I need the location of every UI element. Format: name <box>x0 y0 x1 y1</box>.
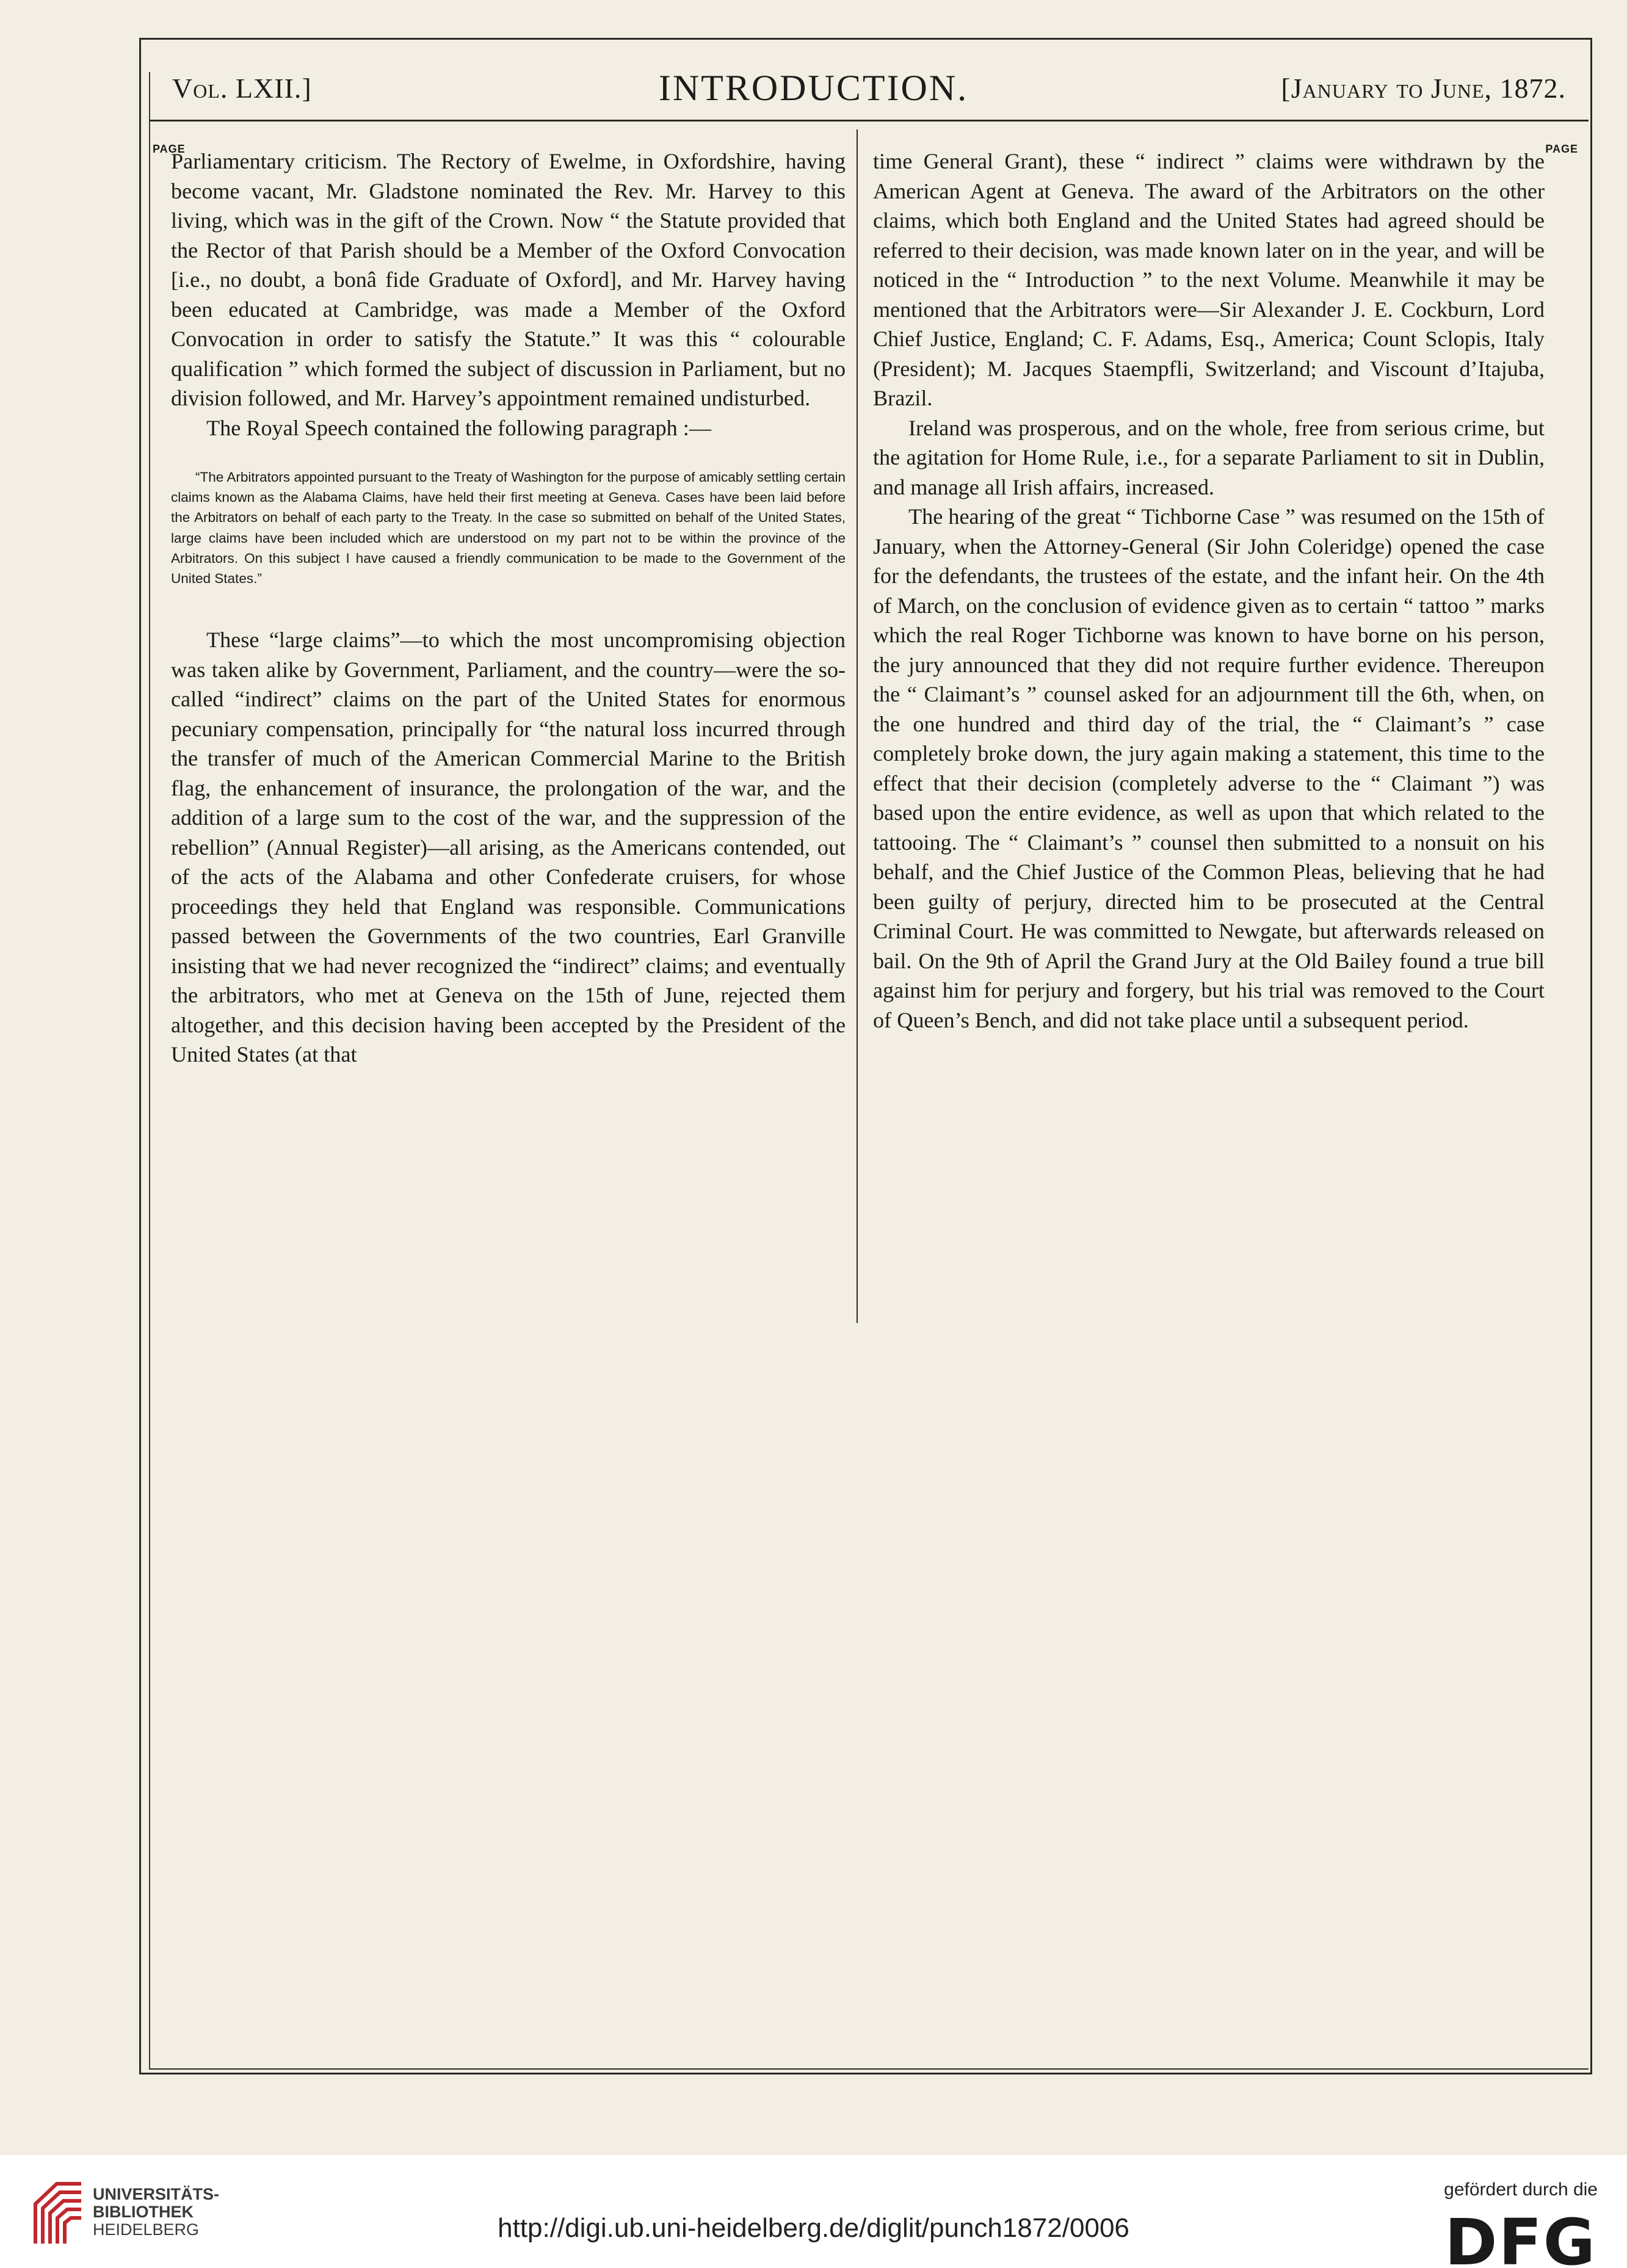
paragraph: The hearing of the great “ Tichborne Case ” was resumed on the 15th of January, when the Attorney-General (Sir John Coleridge) opened the case for the defendants, the trustees of the estate, and the infant heir. On the 4th of March, on the conclusion of evidence given as to certain “ tattoo ” marks which the real Roger Tichborne was known to have borne on his person, the jury announced that they did not require further evidence. Thereupon the “ Claimant’s ” counsel asked for an adjournment till the 6th, when, on the one hundred and third day of the trial, the “ Claimant’s ” case completely broke down, the jury again making a statement, this time to the effect that their decision (completely adverse to the “ Claimant ”) was based upon the entire evidence, as well as upon that which related to the tattooing. The “ Claimant’s ” counsel then submitted to a nonsuit on his behalf, and the Chief Justice of the Common Pleas, believing that he had been guilty of perjury, directed him to be prosecuted at the Central Criminal Court. He was committed to Newgate, but afterwards released on bail. On the 9th of April the Grand Jury at the Old Bailey found a true bill against him for perjury and forgery, but his trial was removed to the Court of Queen’s Bench, and did not take place until a subsequent period. <box>873 504 1545 1032</box>
royal-speech-quote: “The Arbitrators appointed pursuant to the Treaty of Washington for the purpose of amicably settling certain claims known as the Alabama Claims, have held their first meeting at Geneva. Cases have been laid before the Arbitrators on behalf of each party to the Treaty. In the case so submitted on behalf of the United States, large claims have been included which are understood on my part not to be within the province of the Arbitrators. On this subject I have caused a friendly communication to be made to the Government of the United States.” <box>171 469 846 587</box>
volume-label: Vol. LXII.] <box>172 73 312 104</box>
page-title: INTRODUCTION. <box>658 68 969 108</box>
paragraph: The Royal Speech contained the following paragraph :— <box>206 415 712 440</box>
library-name-line: BIBLIOTHEK <box>93 2203 194 2221</box>
paragraph: time General Grant), these “ indirect ” claims were withdrawn by the American Agent at Geneva. The award of the Arbitrators on the other claims, which both England and the United States had agreed should be referred to their decision, was made known later on in the year, and will be noticed in the “ Introduction ” to the next Volume. Meanwhile it may be mentioned that the Arbitrators were—Sir Alexander J. E. Cockburn, Lord Chief Justice, England; C. F. Adams, Esq., America; Count Sclopis, Italy (President); M. Jacques Staempfli, Switzerland; and Viscount d’Itajuba, Brazil. <box>873 149 1545 410</box>
page-marker-left: PAGE <box>153 143 186 155</box>
period-label: [January to June, 1872. <box>1281 73 1566 104</box>
footer-bar <box>0 2155 1627 2268</box>
paragraph: Ireland was prosperous, and on the whole, free from serious crime, but the agitation for Home Rule, i.e., for a separate Parliament to sit in Dublin, and manage all Irish affairs, increased. <box>873 415 1545 499</box>
page-marker-right: PAGE <box>1545 143 1578 155</box>
permalink-url[interactable]: http://digi.ub.uni-heidelberg.de/diglit/punch1872/0006 <box>498 2213 1129 2243</box>
left-column <box>171 147 846 1070</box>
dfg-logo-icon[interactable]: DFG <box>1444 2205 1596 2268</box>
paragraph: Parliamentary criticism. The Rectory of Ewelme, in Oxfordshire, having become vacant, Mr. Gladstone nominated the Rev. Mr. Harvey to this living, which was in the gift of the Crown. Now “ the Statute provided that the Rector of that Parish should be a Member of the Oxford Convocation [i.e., no doubt, a bonâ fide Graduate of Oxford], and Mr. Harvey having been educated at Cambridge, was made a Member of the Oxford Convocation in order to satisfy the Statute.” It was this “ colourable qualification ” which formed the subject of discussion in Parliament, but no division followed, and Mr. Harvey’s appointment remained undisturbed. <box>171 149 846 410</box>
library-name-line: HEIDELBERG <box>93 2220 200 2239</box>
header-rule <box>149 120 1589 121</box>
column-divider <box>857 129 858 1323</box>
paragraph: These “large claims”—to which the most uncompromising objection was taken alike by Government, Parliament, and the country—were the so-called “indirect” claims on the part of the United States for enormous pecuniary compensation, principally for “the natural loss incurred through the transfer of much of the American Commercial Marine to the British flag, the enhancement of insurance, the prolongation of the war, and the addition of a large sum to the cost of the war, and the suppression of the rebellion” (Annual Register)—all arising, as the Americans contended, out of the acts of the Alabama and other Confederate cruisers, for whose proceedings they held that England was responsible. Communications passed between the Governments of the two countries, Earl Granville insisting that we had never recognized the “indirect” claims; and eventually the arbitrators, who met at Geneva on the 15th of June, rejected them altogether, and this decision having been accepted by the President of the United States (at that <box>171 628 846 1067</box>
bottom-rule <box>149 2068 1589 2070</box>
library-name-line: UNIVERSITÄTS- <box>93 2185 220 2203</box>
right-column <box>873 147 1545 1035</box>
sponsor-caption: gefördert durch die <box>1444 2179 1598 2200</box>
